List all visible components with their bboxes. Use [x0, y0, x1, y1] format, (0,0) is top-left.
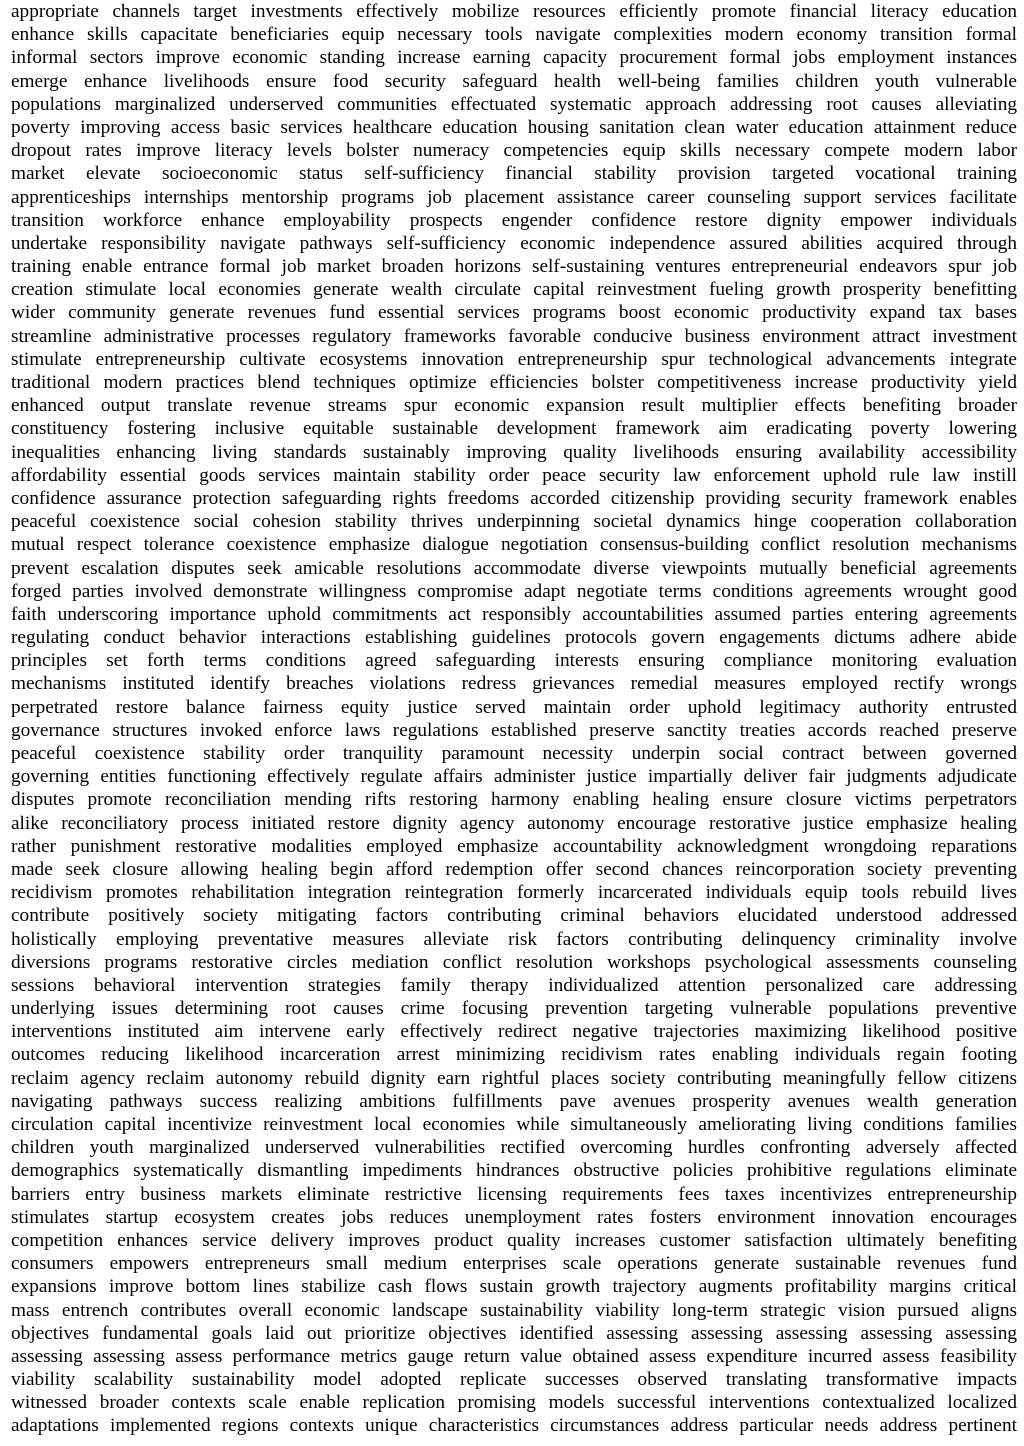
text-line: underlying issues determining root causes crime focusing prevention targeting vulnerable populations preventive	[11, 998, 1017, 1020]
text-line: recidivism promotes rehabilitation integration reintegration formerly incarcerated individuals equip tools rebuild lives	[11, 882, 1017, 904]
text-line: market elevate socioeconomic status self-sufficiency financial stability provision targeted vocational training	[11, 163, 1017, 185]
text-line: informal sectors improve economic standing increase earning capacity procurement formal jobs employment instances	[11, 47, 1017, 69]
text-line: prevent escalation disputes seek amicable resolutions accommodate diverse viewpoints mutually beneficial agreements	[11, 557, 1017, 579]
text-line: affordability essential goods services maintain stability order peace security law enforcement uphold rule law instill	[11, 464, 1017, 486]
text-line: appropriate channels target investments effectively mobilize resources efficiently promote financial literacy education	[11, 1, 1017, 22]
text-line: governance structures invoked enforce laws regulations established preserve sanctity treaties accords reached preserve	[11, 719, 1017, 741]
text-line: wider community generate revenues fund essential services programs boost economic productivity expand tax bases	[11, 302, 1017, 324]
text-line: confidence assurance protection safeguarding rights freedoms accorded citizenship providing security framework enables	[11, 487, 1017, 509]
text-line: navigating pathways success realizing ambitions fulfillments pave avenues prosperity avenues wealth generation	[11, 1090, 1017, 1112]
text-line: viability scalability sustainability model adopted replicate successes observed translating transformative impacts	[11, 1369, 1017, 1391]
text-line: interventions instituted aim intervene early effectively redirect negative trajectories maximizing likelihood positive	[11, 1021, 1017, 1043]
text-line: creation stimulate local economies generate wealth circulate capital reinvestment fueling growth prosperity benefitting	[11, 279, 1017, 301]
text-line: populations marginalized underserved communities effectuated systematic approach addressing root causes alleviating	[11, 93, 1017, 115]
text-line: contribute positively society mitigating factors contributing criminal behaviors elucidated understood addressed	[11, 905, 1017, 927]
text-line: objectives fundamental goals laid out prioritize objectives identified assessing assessing assessing assessing assessing	[11, 1322, 1017, 1344]
text-line: mutual respect tolerance coexistence emphasize dialogue negotiation consensus-building conflict resolution mechanisms	[11, 534, 1017, 556]
text-line: sessions behavioral intervention strategies family therapy individualized attention personalized care addressing	[11, 974, 1017, 996]
text-line: governing entities functioning effectively regulate affairs administer justice impartially deliver fair judgments adjudicate	[11, 766, 1017, 788]
text-line: circulation capital incentivize reinvestment local economies while simultaneously ameliorating living conditions families	[11, 1114, 1017, 1135]
text-line: emerge enhance livelihoods ensure food security safeguard health well-being families children youth vulnerable	[11, 70, 1017, 92]
text-line: witnessed broader contexts scale enable replication promising models successful interventions contextualized localized	[11, 1392, 1017, 1414]
text-line: enhanced output translate revenue streams spur economic expansion result multiplier effects benefiting broader	[11, 395, 1017, 417]
text-line: poverty improving access basic services healthcare education housing sanitation clean water education attainment reduce	[11, 116, 1017, 138]
text-line: stimulates startup ecosystem creates jobs reduces unemployment rates fosters environment innovation encourages	[11, 1206, 1017, 1228]
text-line: assessing assessing assess performance metrics gauge return value obtained assess expenditure incurred assess feasibility	[11, 1345, 1017, 1367]
text-line: principles set forth terms conditions agreed safeguarding interests ensuring compliance monitoring evaluation	[11, 650, 1017, 672]
text-line: mechanisms instituted identify breaches violations redress grievances remedial measures employed rectify wrongs	[11, 673, 1017, 695]
text-line: traditional modern practices blend techniques optimize efficiencies bolster competitiveness increase productivity yield	[11, 372, 1017, 393]
text-line: regulating conduct behavior interactions establishing guidelines protocols govern engagements dictums adhere abide	[11, 627, 1017, 649]
text-line: perpetrated restore balance fairness equity justice served maintain order uphold legitimacy authority entrusted	[11, 696, 1017, 718]
text-line: enhance skills capacitate beneficiaries equip necessary tools navigate complexities modern economy transition formal	[11, 24, 1017, 46]
text-line: apprenticeships internships mentorship programs job placement assistance career counseling support services facilitate	[11, 186, 1017, 208]
text-line: forged parties involved demonstrate willingness compromise adapt negotiate terms conditions agreements wrought good	[11, 580, 1017, 602]
text-line: faith underscoring importance uphold commitments act responsibly accountabilities assumed parties entering agreements	[11, 603, 1017, 625]
text-line: disputes promote reconciliation mending rifts restoring harmony enabling healing ensure closure victims perpetrators	[11, 789, 1017, 811]
text-line: children youth marginalized underserved vulnerabilities rectified overcoming hurdles confronting adversely affected	[11, 1137, 1017, 1159]
text-line: transition workforce enhance employability prospects engender confidence restore dignity empower individuals	[11, 209, 1017, 231]
text-line: barriers entry business markets eliminate restrictive licensing requirements fees taxes incentivizes entrepreneurship	[11, 1183, 1017, 1205]
text-line: holistically employing preventative measures alleviate risk factors contributing delinquency criminality involve	[11, 928, 1017, 950]
text-line: training enable entrance formal job market broaden horizons self-sustaining ventures entrepreneurial endeavors spur job	[11, 256, 1017, 278]
text-line: rather punishment restorative modalities employed emphasize accountability acknowledgment wrongdoing reparations	[11, 835, 1017, 857]
text-line: made seek closure allowing healing begin afford redemption offer second chances reincorporation society preventing	[11, 858, 1017, 880]
text-line: stimulate entrepreneurship cultivate ecosystems innovation entrepreneurship spur technological advancements integrate	[11, 348, 1017, 370]
text-line: reclaim agency reclaim autonomy rebuild dignity earn rightful places society contributing meaningfully fellow citizens	[11, 1067, 1017, 1089]
text-line: constituency fostering inclusive equitable sustainable development framework aim eradicating poverty lowering	[11, 418, 1017, 440]
text-line: diversions programs restorative circles mediation conflict resolution workshops psychological assessments counseling	[11, 951, 1017, 973]
text-line: dropout rates improve literacy levels bolster numeracy competencies equip skills necessary compete modern labor	[11, 140, 1017, 162]
text-line: mass entrench contributes overall economic landscape sustainability viability long-term strategic vision pursued aligns	[11, 1299, 1017, 1321]
text-line: alike reconciliatory process initiated restore dignity agency autonomy encourage restorative justice emphasize healing	[11, 812, 1017, 834]
text-line: adaptations implemented regions contexts unique characteristics circumstances address particular needs address pertinent	[11, 1415, 1017, 1437]
text-line: inequalities enhancing living standards sustainably improving quality livelihoods ensuring availability accessibility	[11, 441, 1017, 463]
text-line: demographics systematically dismantling impediments hindrances obstructive policies prohibitive regulations eliminate	[11, 1160, 1017, 1182]
document-body	[11, 0, 1017, 1438]
text-line: competition enhances service delivery improves product quality increases customer satisfaction ultimately benefiting	[11, 1229, 1017, 1251]
text-line: peaceful coexistence social cohesion stability thrives underpinning societal dynamics hinge cooperation collaboration	[11, 511, 1017, 533]
text-line: streamline administrative processes regulatory frameworks favorable conducive business environment attract investment	[11, 325, 1017, 347]
text-line: expansions improve bottom lines stabilize cash flows sustain growth trajectory augments profitability margins critical	[11, 1276, 1017, 1298]
text-line: consumers empowers entrepreneurs small medium enterprises scale operations generate sustainable revenues fund	[11, 1253, 1017, 1275]
text-line: outcomes reducing likelihood incarceration arrest minimizing recidivism rates enabling individuals regain footing	[11, 1044, 1017, 1066]
text-line: undertake responsibility navigate pathways self-sufficiency economic independence assured abilities acquired through	[11, 232, 1017, 254]
text-line: peaceful coexistence stability order tranquility paramount necessity underpin social contract between governed	[11, 743, 1017, 764]
